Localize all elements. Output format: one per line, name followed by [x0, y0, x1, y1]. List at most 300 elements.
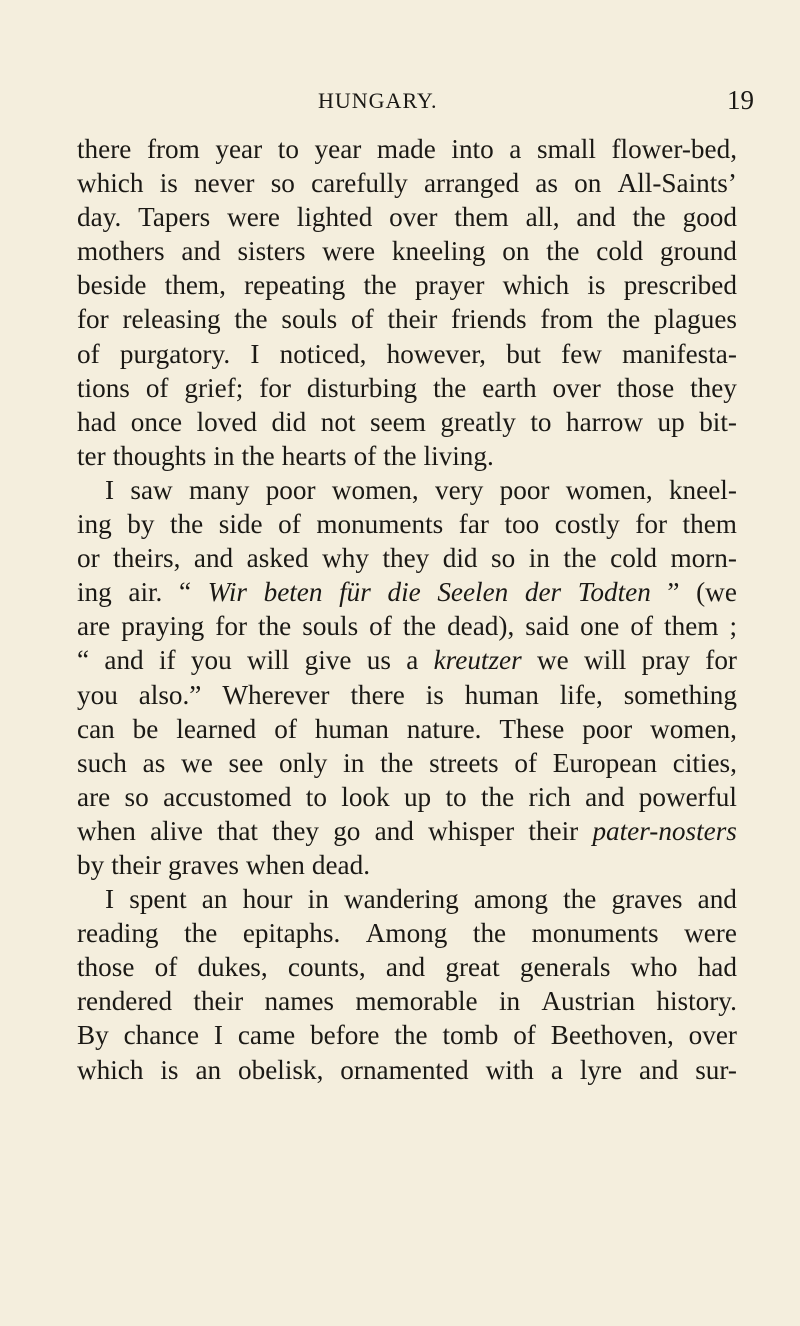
- word: names: [264, 986, 335, 1017]
- word: will: [584, 645, 627, 676]
- text-line: [77, 643, 737, 677]
- word: sur-: [695, 1054, 737, 1085]
- word: few: [561, 338, 602, 369]
- word: (we: [696, 577, 737, 608]
- word: arranged: [423, 168, 520, 199]
- word: Among: [365, 918, 448, 949]
- word: pray: [641, 645, 690, 676]
- word: monuments: [316, 509, 444, 540]
- word: lighted: [296, 202, 373, 233]
- word: them: [682, 509, 737, 540]
- word: hearts: [281, 440, 347, 471]
- word: poor: [265, 474, 316, 505]
- word: those: [77, 952, 135, 983]
- text-line: [77, 405, 737, 439]
- word: souls: [302, 611, 359, 642]
- word: the: [184, 918, 218, 949]
- word: All-Saints’: [617, 168, 737, 199]
- word: tomb: [442, 1020, 499, 1051]
- word: and: [193, 543, 234, 574]
- word: to: [445, 781, 467, 812]
- word: morn-: [670, 543, 737, 574]
- word: can: [77, 713, 115, 744]
- word: that: [217, 815, 258, 846]
- word: over: [389, 202, 438, 233]
- word: counts,: [287, 952, 366, 983]
- word: graves: [168, 849, 239, 880]
- running-head: HUNGARY.: [318, 88, 438, 113]
- word: too: [504, 509, 540, 540]
- word: of: [351, 304, 374, 335]
- word: will: [246, 645, 290, 676]
- word: lyre: [579, 1054, 623, 1085]
- text-line: [77, 337, 737, 371]
- word: women,: [331, 474, 419, 505]
- word: on: [502, 236, 530, 267]
- word: to: [305, 781, 327, 812]
- word: the: [402, 611, 437, 642]
- word: I: [105, 474, 115, 505]
- text-line: [77, 132, 737, 166]
- word: kreutzer: [433, 645, 522, 676]
- word: graves: [611, 884, 683, 915]
- word: hour: [242, 884, 293, 915]
- word: from: [146, 134, 200, 164]
- word: them: [664, 611, 719, 642]
- word: who: [630, 952, 678, 983]
- word: among: [473, 884, 548, 915]
- word: were: [684, 918, 737, 949]
- word: when: [245, 849, 305, 880]
- word: the: [433, 372, 467, 403]
- word: grief;: [184, 372, 244, 403]
- word: ter: [77, 440, 106, 471]
- word: from: [540, 304, 594, 335]
- word: Wir: [207, 577, 247, 608]
- word: only: [279, 747, 328, 778]
- word: their: [387, 304, 438, 335]
- word: year: [215, 134, 263, 164]
- word: a: [509, 134, 522, 164]
- word: alive: [150, 815, 203, 846]
- word: spent: [129, 884, 187, 915]
- word: great: [445, 952, 500, 983]
- word: why: [322, 543, 369, 574]
- word: beten: [263, 577, 323, 608]
- word: side: [218, 509, 263, 540]
- word: whisper: [428, 815, 515, 846]
- word: an: [195, 1054, 222, 1085]
- word: did: [271, 406, 307, 437]
- word: were: [227, 202, 280, 233]
- word: go: [333, 815, 361, 846]
- word: the: [170, 509, 204, 540]
- word: powerful: [638, 781, 737, 812]
- word: sisters: [237, 236, 306, 267]
- word: epitaphs.: [242, 918, 341, 949]
- word: the: [606, 304, 641, 335]
- word: or: [77, 543, 100, 574]
- text-line: [77, 814, 737, 848]
- word: theirs,: [113, 543, 181, 574]
- word: rendered: [77, 986, 173, 1017]
- word: however,: [386, 338, 486, 369]
- word: to: [277, 134, 299, 164]
- word: look: [341, 781, 390, 812]
- word: dead),: [447, 611, 515, 642]
- word: we: [537, 645, 569, 676]
- word: which: [77, 168, 144, 199]
- text-line: [77, 712, 737, 746]
- word: “: [178, 577, 192, 608]
- text-line: [77, 678, 737, 712]
- word: not: [320, 406, 356, 437]
- word: the: [472, 918, 507, 949]
- word: of: [630, 611, 654, 642]
- word: for: [215, 611, 247, 642]
- word: of: [145, 372, 169, 403]
- word: mothers: [77, 236, 165, 267]
- word: their: [193, 986, 244, 1017]
- word: der: [524, 577, 562, 608]
- word: disturbing: [306, 372, 418, 403]
- word: a: [406, 645, 419, 676]
- word: so: [124, 781, 149, 812]
- word: pater-nosters: [592, 815, 737, 846]
- word: cold: [610, 543, 657, 574]
- word: is: [587, 270, 606, 301]
- word: of: [513, 1020, 536, 1051]
- word: and: [639, 1054, 679, 1085]
- word: something: [623, 679, 737, 710]
- word: obelisk,: [238, 1054, 324, 1085]
- word: ground: [659, 236, 737, 267]
- word: and: [576, 202, 616, 233]
- word: into: [451, 134, 494, 164]
- word: poor: [499, 474, 550, 505]
- word: in: [213, 440, 235, 471]
- word: there: [350, 679, 405, 710]
- word: when: [77, 815, 136, 846]
- word: the: [480, 781, 515, 812]
- word: the: [363, 270, 397, 301]
- word: memorable: [355, 986, 478, 1017]
- word: and: [181, 236, 221, 267]
- word: accustomed: [163, 781, 292, 812]
- word: is: [160, 1054, 179, 1085]
- word: but: [506, 338, 541, 369]
- word: Todten: [577, 577, 651, 608]
- word: which: [77, 1054, 144, 1085]
- word: of: [154, 952, 178, 983]
- word: bit-: [699, 406, 737, 437]
- word: up: [657, 406, 685, 437]
- word: tions: [77, 372, 130, 403]
- word: for: [77, 304, 109, 335]
- text-line: [77, 166, 737, 200]
- text-line: [77, 200, 737, 234]
- word: praying: [121, 611, 205, 642]
- word: such: [77, 747, 127, 778]
- word: ”: [667, 577, 680, 608]
- word: there: [77, 134, 132, 164]
- word: in: [307, 884, 329, 915]
- word: dukes,: [197, 952, 268, 983]
- word: harrow: [566, 406, 644, 437]
- text-line: [77, 541, 737, 575]
- word: of: [369, 611, 392, 642]
- word: over: [552, 372, 601, 403]
- text-line: [77, 371, 737, 405]
- word: we: [181, 747, 213, 778]
- word: made: [376, 134, 436, 164]
- text-line: [77, 882, 737, 916]
- text-line: [77, 439, 737, 473]
- word: and: [585, 781, 625, 812]
- word: reading: [77, 918, 159, 949]
- word: ing: [77, 509, 112, 540]
- word: to: [530, 406, 552, 437]
- word: for: [259, 372, 291, 403]
- word: small: [536, 134, 596, 164]
- word: streets: [429, 747, 499, 778]
- word: life,: [559, 679, 603, 710]
- word: also.”: [138, 679, 202, 710]
- word: for: [635, 509, 667, 540]
- text-line: [77, 1053, 737, 1087]
- word: the: [383, 440, 417, 471]
- text-line: [77, 848, 737, 882]
- word: of: [278, 509, 301, 540]
- word: as: [535, 168, 558, 199]
- word: the: [632, 202, 666, 233]
- word: prescribed: [623, 270, 737, 301]
- word: you: [77, 679, 118, 710]
- word: By: [77, 1020, 109, 1051]
- word: history.: [656, 986, 737, 1017]
- word: a: [550, 1054, 563, 1085]
- word: many: [188, 474, 250, 505]
- text-line: [77, 575, 737, 609]
- page-number: 19: [727, 85, 754, 115]
- word: so: [270, 168, 295, 199]
- word: Tapers: [138, 202, 211, 233]
- word: they: [690, 372, 737, 403]
- word: releasing: [122, 304, 221, 335]
- word: prayer: [414, 270, 485, 301]
- word: the: [394, 1020, 428, 1051]
- word: kneel-: [668, 474, 737, 505]
- word: see: [228, 747, 264, 778]
- word: of: [514, 747, 538, 778]
- word: I: [213, 1020, 223, 1051]
- word: were: [322, 236, 376, 267]
- word: noticed,: [279, 338, 367, 369]
- text-line: [77, 609, 737, 643]
- word: and: [385, 952, 426, 983]
- text-line: [77, 473, 737, 507]
- word: the: [234, 304, 268, 335]
- word: of: [77, 338, 100, 369]
- word: and: [697, 884, 737, 915]
- word: of: [274, 713, 297, 744]
- page-header: [0, 85, 800, 128]
- word: came: [237, 1020, 296, 1051]
- word: they: [272, 815, 319, 846]
- word: them: [454, 202, 509, 233]
- word: earth: [482, 372, 537, 403]
- body-text: [77, 132, 737, 1087]
- word: Wherever: [222, 679, 330, 710]
- word: beside: [77, 270, 147, 301]
- word: ;: [729, 611, 737, 642]
- word: “: [77, 645, 90, 676]
- word: women,: [650, 713, 737, 744]
- word: once: [130, 406, 183, 437]
- text-line: [77, 746, 737, 780]
- word: plagues: [653, 304, 737, 335]
- word: did: [442, 543, 478, 574]
- word: flower-bed,: [611, 134, 737, 164]
- word: dead.: [311, 849, 370, 880]
- word: their: [528, 815, 579, 846]
- word: year: [314, 134, 362, 164]
- text-line: [77, 916, 737, 950]
- word: greatly: [440, 406, 516, 437]
- word: wandering: [343, 884, 459, 915]
- word: one: [580, 611, 620, 642]
- word: if: [158, 645, 176, 676]
- word: repeating: [244, 270, 346, 301]
- word: said: [525, 611, 570, 642]
- word: die: [387, 577, 421, 608]
- word: cities,: [672, 747, 737, 778]
- word: had: [77, 406, 117, 437]
- word: as: [142, 747, 166, 778]
- word: souls: [281, 304, 338, 335]
- word: kneeling: [391, 236, 486, 267]
- word: I: [250, 338, 260, 369]
- text-line: [77, 507, 737, 541]
- word: those: [616, 372, 675, 403]
- word: is: [425, 679, 444, 710]
- word: human: [314, 713, 389, 744]
- word: chance: [123, 1020, 200, 1051]
- text-line: [77, 302, 737, 336]
- word: thoughts: [112, 440, 207, 471]
- word: rich: [528, 781, 571, 812]
- word: the: [546, 236, 580, 267]
- word: für: [339, 577, 371, 608]
- word: ing: [77, 577, 112, 608]
- word: far: [458, 509, 489, 540]
- word: ornamented: [340, 1054, 469, 1085]
- word: carefully: [311, 168, 408, 199]
- word: asked: [246, 543, 309, 574]
- word: over: [688, 1020, 737, 1051]
- word: the: [563, 543, 597, 574]
- word: before: [310, 1020, 380, 1051]
- word: of: [353, 440, 377, 471]
- word: day.: [77, 202, 122, 233]
- word: an: [201, 884, 228, 915]
- word: I: [105, 884, 115, 915]
- word: us: [366, 645, 391, 676]
- word: be: [132, 713, 159, 744]
- word: nature.: [406, 713, 482, 744]
- word: in: [343, 747, 365, 778]
- word: by: [127, 509, 155, 540]
- word: European: [552, 747, 657, 778]
- word: learned: [176, 713, 257, 744]
- word: never: [194, 168, 255, 199]
- text-line: [77, 234, 737, 268]
- word: so: [491, 543, 516, 574]
- word: costly: [554, 509, 620, 540]
- word: very: [435, 474, 484, 505]
- word: purgatory.: [119, 338, 231, 369]
- word: in: [528, 543, 550, 574]
- text-line: [77, 984, 737, 1018]
- word: air.: [128, 577, 163, 608]
- word: you: [190, 645, 232, 676]
- word: the: [380, 747, 414, 778]
- word: manifesta-: [622, 338, 737, 369]
- text-line: [77, 950, 737, 984]
- word: the: [258, 611, 292, 642]
- word: with: [485, 1054, 534, 1085]
- word: their: [111, 849, 162, 880]
- word: monuments: [531, 918, 659, 949]
- word: Austrian: [541, 986, 636, 1017]
- word: saw: [130, 474, 173, 505]
- word: living.: [423, 440, 494, 471]
- word: they: [382, 543, 430, 574]
- word: generals: [519, 952, 611, 983]
- text-line: [77, 780, 737, 814]
- word: had: [697, 952, 737, 983]
- word: poor: [582, 713, 633, 744]
- word: seem: [370, 406, 426, 437]
- word: in: [498, 986, 521, 1017]
- word: friends: [451, 304, 527, 335]
- word: good: [682, 202, 737, 233]
- word: cold: [596, 236, 644, 267]
- word: Beethoven,: [550, 1020, 674, 1051]
- word: for: [705, 645, 737, 676]
- word: and: [374, 815, 414, 846]
- word: are: [77, 781, 111, 812]
- word: human: [464, 679, 539, 710]
- word: women,: [565, 474, 653, 505]
- word: them,: [164, 270, 226, 301]
- word: all,: [525, 202, 560, 233]
- word: on: [574, 168, 602, 199]
- word: which: [502, 270, 570, 301]
- word: and: [104, 645, 144, 676]
- word: by: [77, 849, 105, 880]
- word: the: [563, 884, 597, 915]
- text-line: [77, 1018, 737, 1052]
- word: give: [304, 645, 352, 676]
- word: are: [77, 611, 111, 642]
- word: is: [159, 168, 178, 199]
- word: loved: [196, 406, 257, 437]
- text-line: [77, 268, 737, 302]
- word: These: [499, 713, 565, 744]
- word: the: [241, 440, 275, 471]
- word: Seelen: [437, 577, 509, 608]
